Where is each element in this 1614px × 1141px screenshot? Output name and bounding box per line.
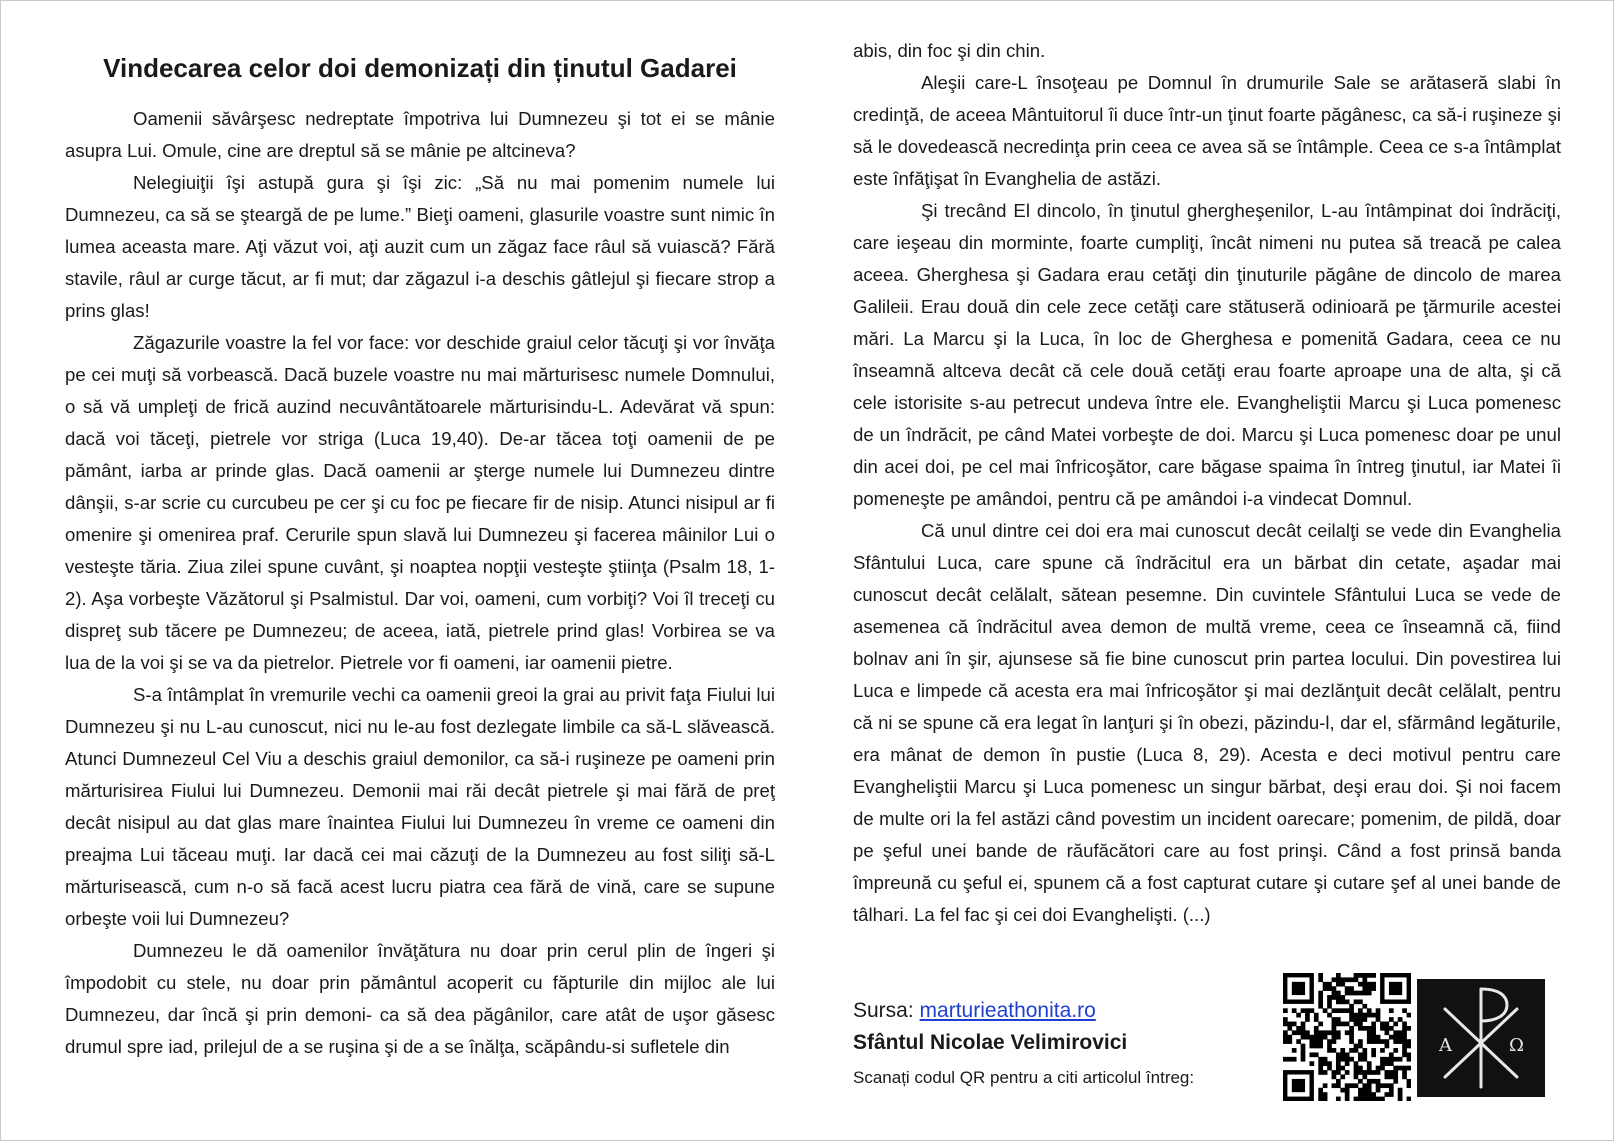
paragraph: Zăgazurile voastre la fel vor face: vor deschide graiul celor tăcuţi şi vor învăţa pe cei muţi să vorbească. Dacă buzele voastre nu mai mărturisesc numele Domnului, o să vă umpleţi de frică auzind necuvântătoarele mărturisindu-L. Adevărat vă spun: dacă voi tăceţi, pietrele vor striga (Luca 19,40). De-ar tăcea toţi oamenii de pe pământ, iarba ar prinde glas. Dacă oamenii ar şterge numele lui Dumnezeu dintre dânşii, s-ar scrie cu curcubeu pe cer şi cu foc pe fiecare fir de nisip. Atunci nisipul ar fi omenire şi omenirea praf. Cerurile spun slavă lui Dumnezeu şi facerea mâinilor Lui o vesteşte tăria. Ziua zilei spune cuvânt, şi noaptea nopţii vesteşte ştiinţa (Psalm 18, 1-2). Aşa vorbeşte Văzătorul şi Psalmistul. Dar voi, oameni, cum vorbiţi? Voi îl treceţi cu dispreţ sub tăcere pe Dumnezeu; de aceea, iată, pietrele prind glas! Vorbirea se va lua de la voi şi se va da pietrelor. Pietrele vor fi oameni, iar oamenii pietre. (65, 332, 775, 673)
paragraph: Aleşii care-L însoţeau pe Domnul în drumurile Sale se arătaseră slabi în credinţă, de aceea Mântuitorul îi duce într-un ţinut foarte păgânesc, ca să-i ruşineze şi să le dovedească necredinţa prin ceea ce avea să se întâmple. Ceea ce s-a întâmplat este înfăţişat în Evanghelia de astăzi. (853, 72, 1561, 189)
source-line (853, 995, 1293, 1027)
source-label: Sursa: (853, 999, 914, 1022)
qr-code-icon[interactable] (1283, 973, 1411, 1101)
article-title: Vindecarea celor doi demonizați din ținutul Gadarei (103, 53, 737, 83)
paragraph-continuation: abis, din foc şi din chin. (853, 40, 1046, 61)
alpha-letter: Α (1439, 1035, 1452, 1056)
qr-instruction: Scanați codul QR pentru a citi articolul întreg: (853, 1068, 1195, 1087)
paragraph: Şi trecând El dincolo, în ţinutul ghergheşenilor, L-au întâmpinat doi îndrăciţi, care ieşeau din morminte, foarte cumpliţi, încât nimeni nu putea să treacă pe calea aceea. Gherghesa şi Gadara erau cetăţi din ţinuturile păgâne de dincolo de marea Galileii. Erau două din cele zece cetăţi care stătuseră odinioară pe ţărmurile acestei mări. La Marcu şi la Luca, în loc de Gherghesa e pomenită Gadara, ceea ce nu înseamnă altceva decât că cele două cetăţi erau foarte aproape una de alta, şi că cele istorisite s-au petrecut undeva între ele. Evangheliştii Marcu şi Luca pomenesc de un îndrăcit, pe când Matei vorbeşte de doi. Marcu şi Luca pomenesc doar pe unul din acei doi, pe cel mai înfricoşător, care băgase spaima în întreg ţinutul, iar Matei îi pomeneşte pe amândoi, pentru că pe amândoi i-a vindecat Domnul. (853, 200, 1561, 509)
author-name: Sfântul Nicolae Velimirovici (853, 1031, 1128, 1054)
paragraph: Că unul dintre cei doi era mai cunoscut decât ceilalţi se vede din Evanghelia Sfântului Luca, care spune că îndrăcitul era un bărbat din cetate, aşadar mai cunoscut decât celălalt, sătean pesemne. Din cuvintele Sfântului Luca se vede de asemenea că îndrăcitul avea demon de multă vreme, ceea ce înseamnă că, fiind bolnav ani în şir, ajunsese să fie bine cunoscut prin partea locului. Din povestirea lui Luca e limpede că acesta era mai înfricoşător şi mai dezlănţuit decât celălalt, pentru că ni se spune că era legat în lanţuri şi în obezi, păzindu-l, dar el, sfărmând legăturile, era mânat de demon în pustie (Luca 8, 29). Acesta e deci motivul pentru care Evangheliştii Marcu şi Luca pomenesc un singur bărbat, deşi erau doi. Şi noi facem de multe ori la fel astăzi când povestim un incident oarecare; pomenim, de pildă, doar pe şeful unei bande de răufăcători care au fost prinşi. Când a fost prinsă banda împreună cu şeful ei, spunem că a fost capturat cutare şi cutare şef al unei bande de tâlhari. La fel fac şi cei doi Evanghelişti. (...) (853, 520, 1561, 925)
left-column (65, 29, 775, 1063)
paragraph: Dumnezeu le dă oamenilor învăţătura nu doar prin cerul plin de îngeri şi împodobit cu stele, nu doar prin pământul acoperit cu făpturile din mijloc ale lui Dumnezeu, dar încă şi prin demoni- ca să dea păgânilor, care atât de uşor găsesc drumul spre iad, prilejul de a se ruşina şi de a se înălţa, scăpându-si sufletele din (65, 940, 775, 1057)
source-link[interactable]: marturieathonita.ro (919, 999, 1096, 1022)
right-column (853, 35, 1561, 931)
paragraph: S-a întâmplat în vremurile vechi ca oamenii greoi la grai au privit faţa Fiului lui Dumnezeu şi nu L-au cunoscut, nici nu le-au fost dezlegate limbile ca să-L slăvească. Atunci Dumnezeul Cel Viu a deschis graiul demonilor, ca să-i ruşineze pe oameni prin mărturisirea Fiului lui Dumnezeu. Demonii mai răi decât pietrele şi mai fără de preţ decât nisipul au dat glas mare înaintea Fiului lui Dumnezeu în vreme ce oameni din preajma Lui tăceau muţi. Iar dacă cei mai căzuţi de la Dumnezeu au fost siliţi să-L mărturisească, cum n-o să facă acest lucru piatra cea fără de vină, care se supune orbeşte voii lui Dumnezeu? (65, 684, 775, 929)
omega-letter: Ω (1509, 1035, 1524, 1056)
chi-rho-logo (1417, 979, 1545, 1097)
footer-block (853, 995, 1293, 1093)
paragraph: Oamenii săvârşesc nedreptate împotriva lui Dumnezeu şi tot ei se mânie asupra Lui. Omule, cine are dreptul să se mânie pe altcineva? (65, 108, 775, 161)
paragraph: Nelegiuiţii îşi astupă gura şi îşi zic: „Să nu mai pomenim numele lui Dumnezeu, ca să se şteargă de pe lume.” Bieţi oameni, glasurile voastre sunt nimic în lumea aceasta mare. Aţi văzut voi, aţi auzit cum un zăgaz face râul să vuiască? Fără stavile, râul ar curge tăcut, ar fi mut; dar zăgazul i-a deschis gâtlejul şi fiecare strop a prins glas! (65, 172, 775, 321)
